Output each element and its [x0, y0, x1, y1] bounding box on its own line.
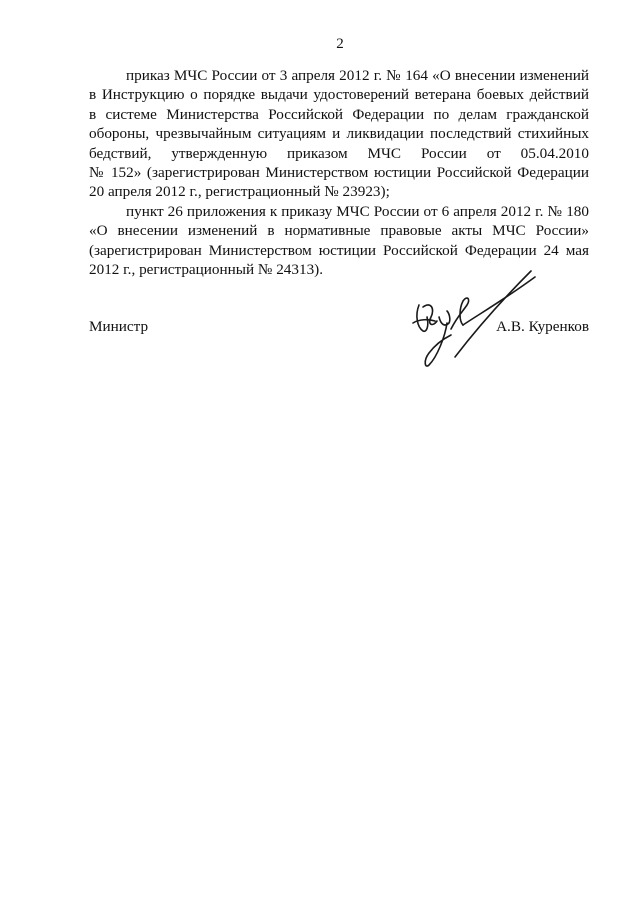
text-line: «О внесении изменений в нормативные правовые акты МЧС России» — [89, 222, 589, 240]
signer-name: А.В. Куренков — [496, 318, 589, 335]
text-line: в системе Министерства Российской Федерации по делам гражданской — [89, 105, 589, 123]
text-line: приказ МЧС России от 3 апреля 2012 г. № 164 «О внесении изменений — [126, 67, 589, 84]
text-line: 20 апреля 2012 г., регистрационный № 23923); — [89, 183, 390, 201]
text-line: № 152» (зарегистрирован Министерством юстиции Российской Федерации — [89, 164, 589, 182]
text-line: пункт 26 приложения к приказу МЧС России от 6 апреля 2012 г. № 180 — [126, 202, 589, 220]
document-body — [89, 66, 589, 279]
text-line: (зарегистрирован Министерством юстиции Российской Федерации 24 мая — [89, 241, 589, 259]
text-line: 2012 г., регистрационный № 24313). — [89, 261, 324, 279]
position-label: Министр — [89, 318, 149, 335]
handwritten-signature-icon — [405, 265, 555, 375]
text-line: обороны, чрезвычайным ситуациям и ликвидации последствий стихийных — [89, 125, 589, 143]
page-number: 2 — [336, 36, 344, 52]
text-line: в Инструкцию о порядке выдачи удостоверений ветерана боевых действий — [89, 86, 589, 104]
text-line: бедствий, утвержденную приказом МЧС России от 05.04.2010 — [89, 144, 589, 162]
paragraph-order-164 — [89, 66, 589, 202]
